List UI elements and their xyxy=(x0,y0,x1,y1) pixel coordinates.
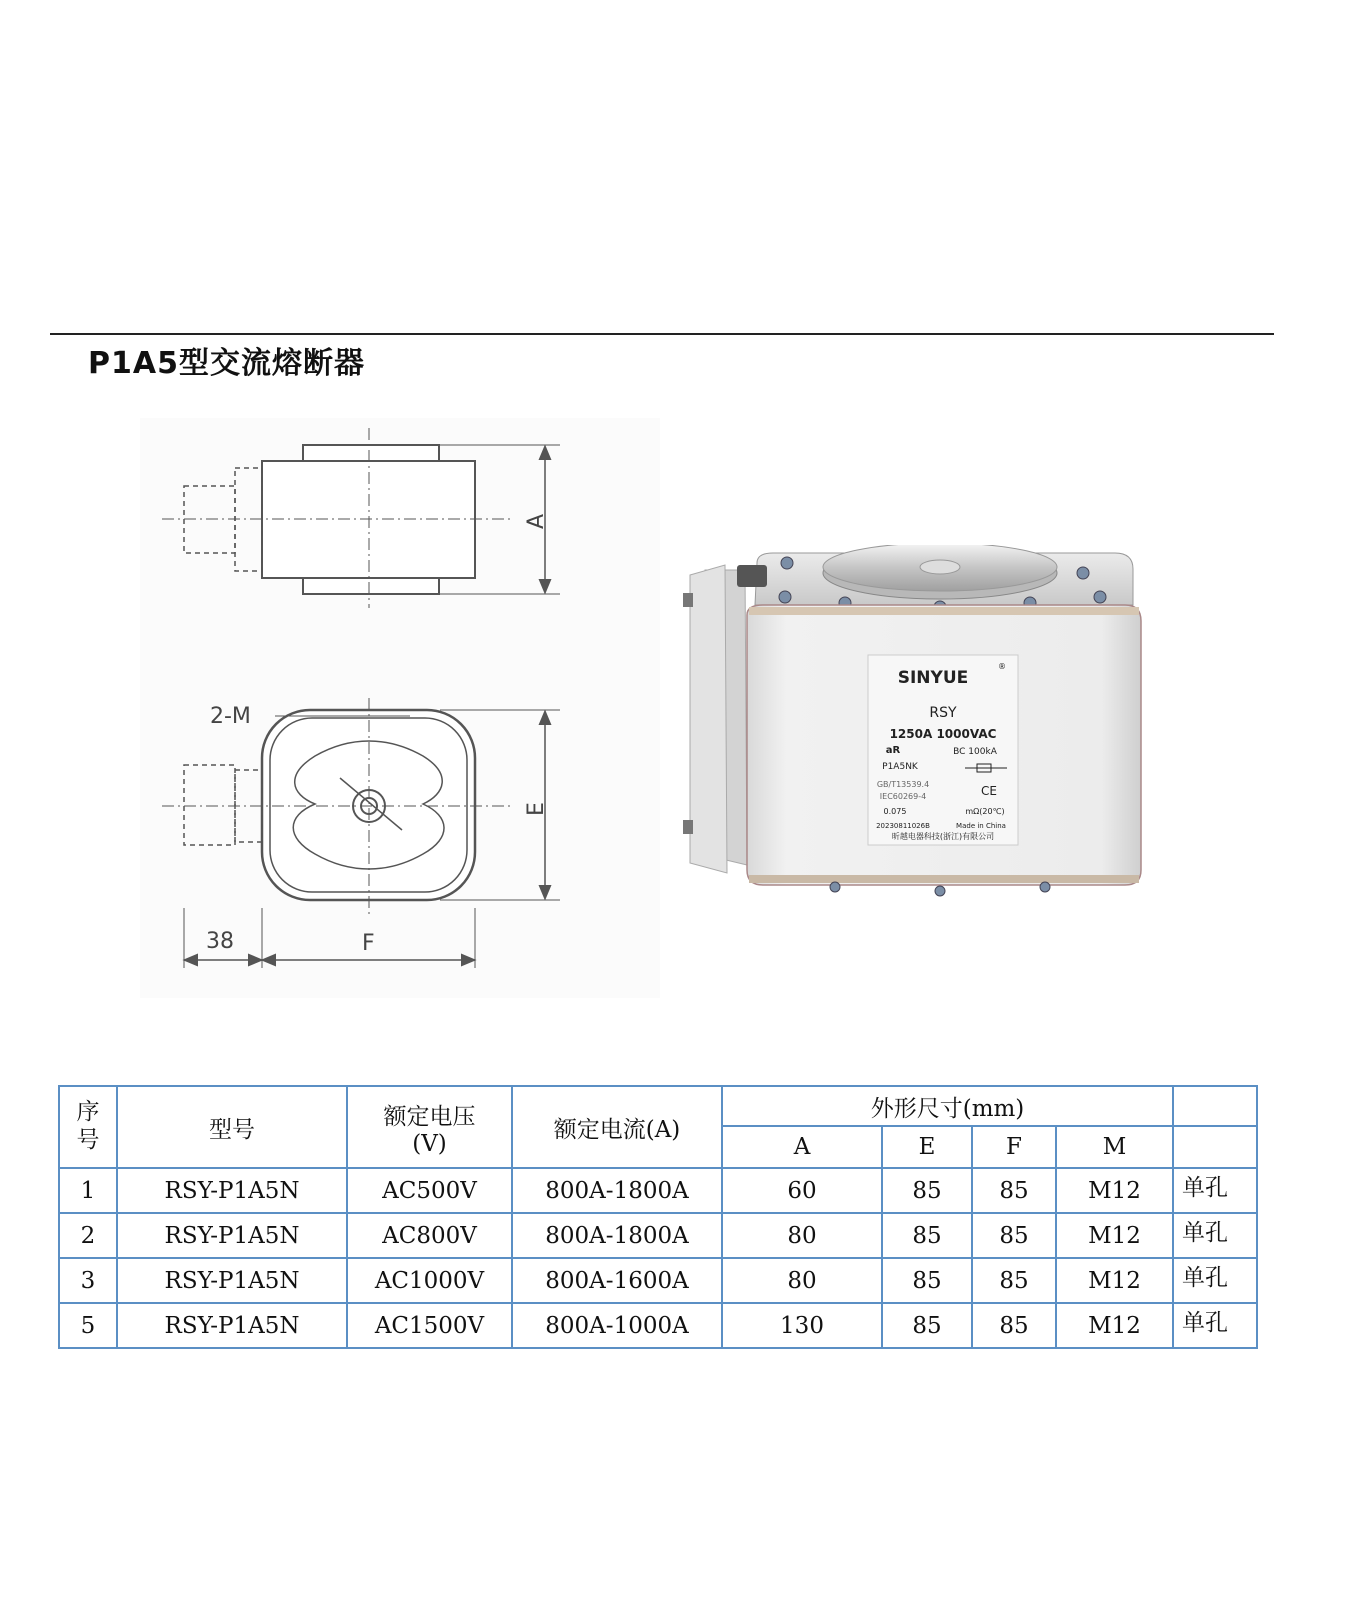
header-a: A xyxy=(722,1126,882,1168)
cell-e: 85 xyxy=(882,1168,972,1213)
cell-e: 85 xyxy=(882,1213,972,1258)
cell-model: RSY-P1A5N xyxy=(117,1213,347,1258)
header-f: F xyxy=(972,1126,1056,1168)
fuse-product-photo xyxy=(675,545,1165,905)
cell-a: 60 xyxy=(722,1168,882,1213)
cell-current: 800A-1800A xyxy=(512,1168,722,1213)
label-type-code: P1A5NK xyxy=(882,762,918,772)
table-header-row xyxy=(59,1086,1257,1126)
cell-model: RSY-P1A5N xyxy=(117,1258,347,1303)
label-serial: 20230811026B xyxy=(876,822,930,830)
cell-a: 130 xyxy=(722,1303,882,1348)
cell-no: 1 xyxy=(59,1168,117,1213)
cell-voltage: AC1500V xyxy=(347,1303,512,1348)
label-made-in: Made in China xyxy=(956,822,1006,830)
cell-voltage: AC500V xyxy=(347,1168,512,1213)
divider-line xyxy=(50,333,1274,335)
header-note-sub xyxy=(1173,1126,1257,1168)
cell-voltage: AC800V xyxy=(347,1213,512,1258)
header-current: 额定电流(A) xyxy=(512,1086,722,1168)
cell-f: 85 xyxy=(972,1213,1056,1258)
dim-e-label: E xyxy=(524,802,549,816)
cell-m: M12 xyxy=(1056,1303,1173,1348)
table-row xyxy=(59,1303,1257,1348)
dim-38-label: 38 xyxy=(206,929,234,954)
label-ce: CE xyxy=(981,784,997,798)
cell-current: 800A-1600A xyxy=(512,1258,722,1303)
cell-e: 85 xyxy=(882,1303,972,1348)
cell-voltage: AC1000V xyxy=(347,1258,512,1303)
cell-note: 单孔 xyxy=(1173,1303,1257,1348)
table-row xyxy=(59,1258,1257,1303)
label-resistance-unit: mΩ(20℃) xyxy=(965,807,1005,816)
label-std2: IEC60269-4 xyxy=(879,792,927,801)
label-std1: GB/T13539.4 xyxy=(876,780,930,789)
cell-e: 85 xyxy=(882,1258,972,1303)
header-e: E xyxy=(882,1126,972,1168)
cell-no: 2 xyxy=(59,1213,117,1258)
cell-no: 5 xyxy=(59,1303,117,1348)
dim-a-label: A xyxy=(524,513,549,529)
header-dims: 外形尺寸(mm) xyxy=(722,1086,1173,1126)
cell-model: RSY-P1A5N xyxy=(117,1303,347,1348)
header-model: 型号 xyxy=(117,1086,347,1168)
table-row xyxy=(59,1213,1257,1258)
header-no: 序号 xyxy=(59,1086,117,1168)
cell-f: 85 xyxy=(972,1168,1056,1213)
label-model: RSY xyxy=(929,705,957,721)
cell-f: 85 xyxy=(972,1258,1056,1303)
cell-current: 800A-1800A xyxy=(512,1213,722,1258)
cell-m: M12 xyxy=(1056,1168,1173,1213)
cell-model: RSY-P1A5N xyxy=(117,1168,347,1213)
cell-m: M12 xyxy=(1056,1258,1173,1303)
label-class: aR xyxy=(885,745,901,756)
cell-no: 3 xyxy=(59,1258,117,1303)
cell-current: 800A-1000A xyxy=(512,1303,722,1348)
header-note xyxy=(1173,1086,1257,1126)
dim-2m-label: 2-M xyxy=(210,704,251,729)
label-rating: 1250A 1000VAC xyxy=(889,727,997,741)
cell-note: 单孔 xyxy=(1173,1213,1257,1258)
cell-a: 80 xyxy=(722,1258,882,1303)
cell-note: 单孔 xyxy=(1173,1168,1257,1213)
label-resistance: 0.075 xyxy=(883,807,907,816)
spec-table xyxy=(58,1085,1258,1349)
label-brand: SINYUE xyxy=(897,668,969,688)
dim-f-label: F xyxy=(362,931,375,956)
technical-drawing xyxy=(140,418,660,998)
header-m: M xyxy=(1056,1126,1173,1168)
cell-m: M12 xyxy=(1056,1213,1173,1258)
cell-note: 单孔 xyxy=(1173,1258,1257,1303)
label-breaking: BC 100kA xyxy=(953,747,997,757)
label-maker: 昕越电器科技(浙江)有限公司 xyxy=(891,832,995,841)
label-registered: ® xyxy=(998,662,1006,671)
header-voltage: 额定电压 (V) xyxy=(347,1086,512,1168)
cell-f: 85 xyxy=(972,1303,1056,1348)
page-title: P1A5型交流熔断器 xyxy=(88,346,365,381)
cell-a: 80 xyxy=(722,1213,882,1258)
table-row xyxy=(59,1168,1257,1213)
